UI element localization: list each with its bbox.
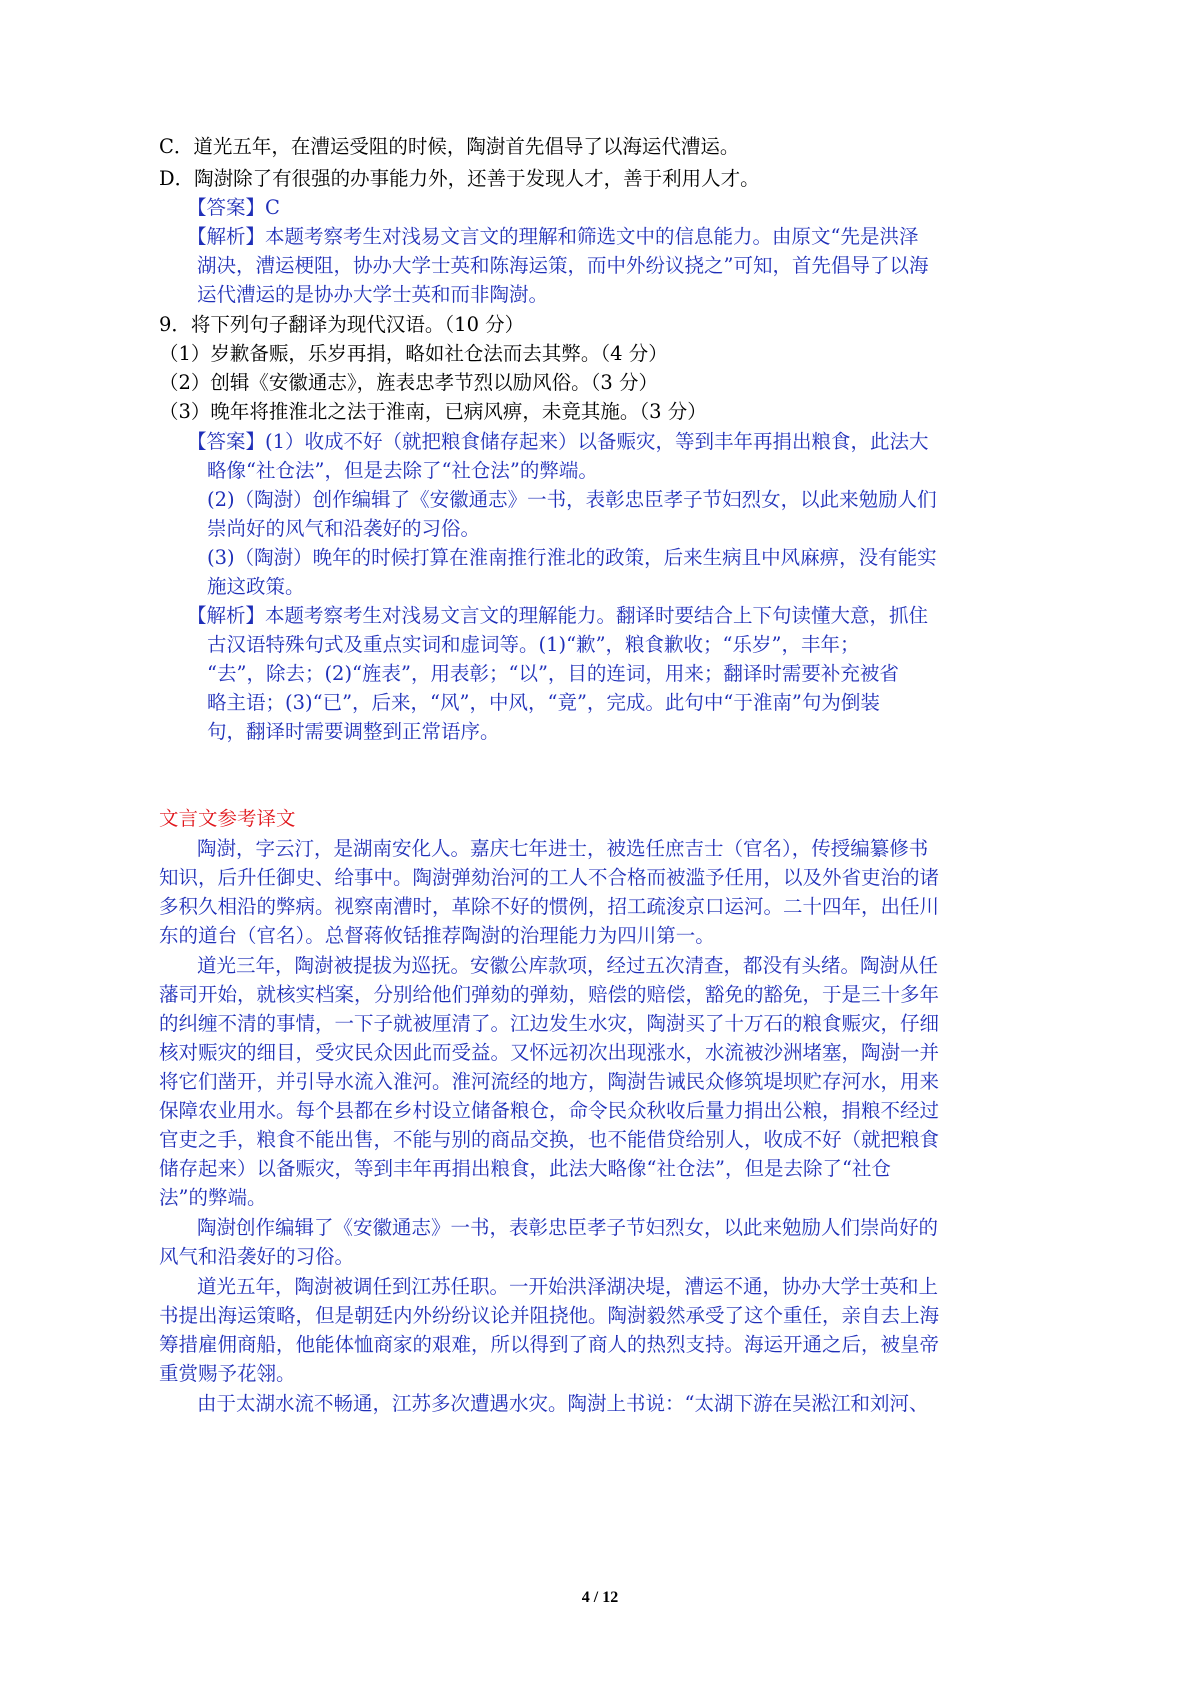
translation-line: 道光三年，陶澍被提拔为巡抚。安徽公库款项，经过五次清查，都没有头绪。陶澍从任: [197, 954, 939, 977]
q8-analysis-line: 【解析】本题考察考生对浅易文言文的理解和筛选文中的信息能力。由原文“先是洪泽: [187, 225, 919, 248]
q9-answer-line: 略像“社仓法”，但是去除了“社仓法”的弊端。: [207, 459, 598, 482]
q8-analysis-line: 运代漕运的是协办大学士英和而非陶澍。: [197, 283, 549, 306]
translation-line: 筹措雇佣商船，他能体恤商家的艰难，所以得到了商人的热烈支持。海运开通之后，被皇帝: [159, 1333, 940, 1356]
translation-line: 风气和沿袭好的习俗。: [159, 1245, 355, 1268]
q9-answer-line: (3)（陶澍）晚年的时候打算在淮南推行淮北的政策，后来生病且中风麻痹，没有能实: [207, 546, 937, 569]
translation-line: 书提出海运策略，但是朝廷内外纷纷议论并阻挠他。陶澍毅然承受了这个重任，亲自去上海: [159, 1304, 940, 1327]
q9-item: （1）岁歉备赈，乐岁再捐，略如社仓法而去其弊。（4 分）: [159, 342, 668, 365]
translation-line: 将它们凿开，并引导水流入淮河。淮河流经的地方，陶澍告诫民众修筑堤坝贮存河水，用来: [159, 1070, 940, 1093]
q9-item: （3）晚年将推淮北之法于淮南，已病风痹，未竟其施。（3 分）: [159, 400, 707, 423]
q8-answer: 【答案】C: [187, 196, 280, 219]
translation-line: 重赏赐予花翎。: [159, 1362, 296, 1385]
page-number: 4 / 12: [581, 1589, 619, 1606]
q9-title: 9．将下列句子翻译为现代汉语。（10 分）: [159, 313, 525, 336]
translation-line: 藩司开始，就核实档案，分别给他们弹劾的弹劾，赔偿的赔偿，豁免的豁免，于是三十多年: [159, 983, 940, 1006]
option-c: C．道光五年，在漕运受阻的时候，陶澍首先倡导了以海运代漕运。: [159, 135, 740, 158]
q9-analysis-line: 【解析】本题考察考生对浅易文言文的理解能力。翻译时要结合上下句读懂大意，抓住: [187, 604, 929, 627]
q8-analysis-line: 湖决，漕运梗阻，协办大学士英和陈海运策，而中外纷议挠之”可知，首先倡导了以海: [197, 254, 929, 277]
translation-line: 陶澍，字云汀，是湖南安化人。嘉庆七年进士，被选任庶吉士（官名），传授编纂修书: [197, 837, 929, 860]
translation-line: 陶澍创作编辑了《安徽通志》一书，表彰忠臣孝子节妇烈女，以此来勉励人们崇尚好的: [197, 1216, 939, 1239]
translation-line: 由于太湖水流不畅通，江苏多次遭遇水灾。陶澍上书说：“太湖下游在吴淞江和刘河、: [197, 1392, 929, 1415]
translation-line: 官吏之手，粮食不能出售，不能与别的商品交换，也不能借贷给别人，收成不好（就把粮食: [159, 1128, 940, 1151]
q9-analysis-line: 古汉语特殊句式及重点实词和虚词等。(1)“歉”，粮食歉收；“乐岁”，丰年；: [207, 633, 860, 656]
translation-heading: 文言文参考译文: [159, 807, 296, 830]
translation-line: 核对赈灾的细目，受灾民众因此而受益。又怀远初次出现涨水，水流被沙洲堵塞，陶澍一并: [159, 1041, 940, 1064]
q9-analysis-line: 略主语；(3)“已”，后来，“风”，中风，“竟”，完成。此句中“于淮南”句为倒装: [207, 691, 880, 714]
q9-answer-line: 【答案】(1）收成不好（就把粮食储存起来）以备赈灾，等到丰年再捐出粮食，此法大: [187, 430, 929, 453]
q9-analysis-line: 句，翻译时需要调整到正常语序。: [207, 720, 500, 743]
q9-item: （2）创辑《安徽通志》，旌表忠孝节烈以励风俗。（3 分）: [159, 371, 659, 394]
q9-answer-line: 施这政策。: [207, 575, 305, 598]
q9-answer-line: 崇尚好的风气和沿袭好的习俗。: [207, 517, 481, 540]
translation-line: 多积久相沿的弊病。视察南漕时，革除不好的惯例，招工疏浚京口运河。二十四年，出任川: [159, 895, 940, 918]
translation-line: 储存起来）以备赈灾，等到丰年再捐出粮食，此法大略像“社仓法”，但是去除了“社仓: [159, 1157, 891, 1180]
option-d: D．陶澍除了有很强的办事能力外，还善于发现人才，善于利用人才。: [159, 167, 760, 190]
translation-line: 东的道台（官名）。总督蒋攸铦推荐陶澍的治理能力为四川第一。: [159, 924, 715, 947]
q9-answer-line: (2)（陶澍）创作编辑了《安徽通志》一书，表彰忠臣孝子节妇烈女，以此来勉励人们: [207, 488, 937, 511]
translation-line: 法”的弊端。: [159, 1186, 267, 1209]
q9-analysis-line: “去”，除去；(2)“旌表”，用表彰；“以”，目的连词，用来；翻译时需要补充被省: [207, 662, 899, 685]
translation-line: 道光五年，陶澍被调任到江苏任职。一开始洪泽湖决堤，漕运不通，协办大学士英和上: [197, 1275, 939, 1298]
translation-line: 知识，后升任御史、给事中。陶澍弹劾治河的工人不合格而被滥予任用，以及外省吏治的诸: [159, 866, 940, 889]
translation-line: 保障农业用水。每个县都在乡村设立储备粮仓，命令民众秋收后量力捐出公粮，捐粮不经过: [159, 1099, 940, 1122]
translation-line: 的纠缠不清的事情，一下子就被厘清了。江边发生水灾，陶澍买了十万石的粮食赈灾，仔细: [159, 1012, 940, 1035]
